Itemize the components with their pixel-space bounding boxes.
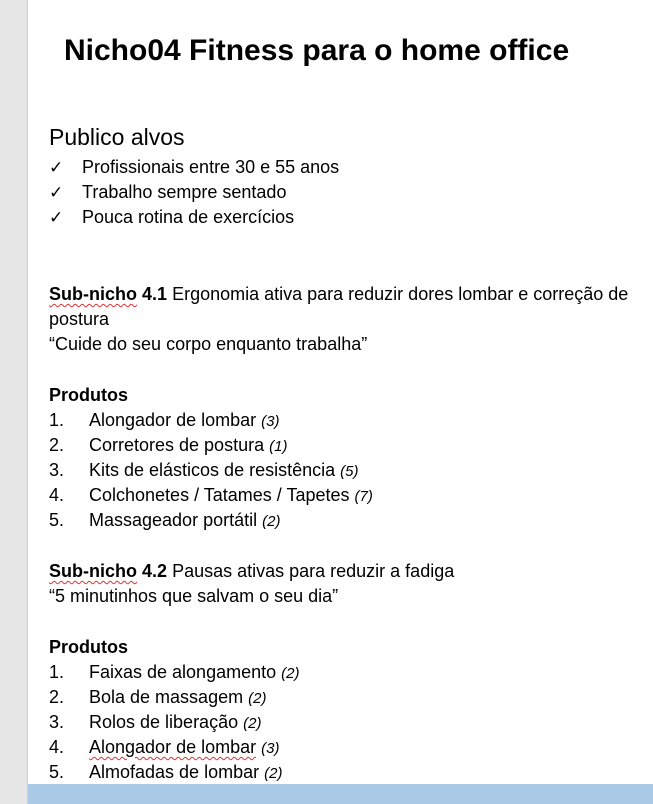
list-number: 2. <box>49 687 65 707</box>
product-name: Kits de elásticos de resistência <box>89 460 336 480</box>
audience-list <box>49 155 339 230</box>
left-gutter <box>0 0 28 804</box>
subniche-slogan: “5 minutinhos que salvam o seu dia” <box>49 586 339 606</box>
list-item <box>49 483 653 508</box>
product-count: (2) <box>281 665 300 682</box>
list-item <box>49 760 653 784</box>
product-name: Corretores de postura <box>89 435 265 455</box>
list-number: 5. <box>49 510 65 530</box>
product-count: (2) <box>248 690 267 707</box>
subniche-label-number: 4.2 <box>142 561 168 581</box>
check-icon: ✓ <box>49 183 64 202</box>
audience-item-text: Trabalho sempre sentado <box>82 182 287 202</box>
subniche-label-word: Sub-nicho <box>49 561 137 581</box>
list-item <box>49 458 653 483</box>
product-name: Faixas de alongamento <box>89 662 277 682</box>
document-title: Nicho04 Fitness para o home office <box>64 34 570 67</box>
product-count: (7) <box>354 488 373 505</box>
product-count: (2) <box>262 513 281 530</box>
audience-heading: Publico alvos <box>49 124 185 150</box>
product-name: Bola de massagem <box>89 687 244 707</box>
document-page[interactable] <box>28 0 653 784</box>
list-item <box>49 660 653 685</box>
subniche-description: Ergonomia ativa para reduzir dores lombar e correção de postura <box>49 284 629 329</box>
subniche-description: Pausas ativas para reduzir a fadiga <box>172 561 455 581</box>
product-count: (2) <box>264 765 283 782</box>
list-item <box>49 508 653 533</box>
list-number: 4. <box>49 485 65 505</box>
subniche-4-1-products <box>49 383 653 533</box>
subniche-4-1-header <box>49 282 653 332</box>
list-number: 1. <box>49 410 65 430</box>
subniche-label-number: 4.1 <box>142 284 168 304</box>
list-item <box>49 155 339 180</box>
subniche-4-2-section <box>49 559 653 609</box>
product-count: (3) <box>261 740 280 757</box>
list-item <box>49 205 339 230</box>
products-list <box>49 408 653 533</box>
check-icon: ✓ <box>49 158 64 177</box>
audience-item-text: Pouca rotina de exercícios <box>82 207 295 227</box>
subniche-4-1-section <box>49 282 653 357</box>
product-count: (2) <box>243 715 262 732</box>
window-bottom-bar <box>28 784 653 804</box>
list-number: 1. <box>49 662 65 682</box>
list-number: 4. <box>49 737 65 757</box>
list-number: 2. <box>49 435 65 455</box>
product-name: Rolos de liberação <box>89 712 239 732</box>
products-label: Produtos <box>49 385 128 405</box>
audience-item-text: Profissionais entre 30 e 55 anos <box>82 157 340 177</box>
product-name: Massageador portátil <box>89 510 258 530</box>
list-number: 5. <box>49 762 65 782</box>
product-name: Almofadas de lombar <box>89 762 260 782</box>
list-number: 3. <box>49 712 65 732</box>
list-item <box>49 710 653 735</box>
list-item <box>49 433 653 458</box>
product-name: Alongador de lombar <box>89 737 257 757</box>
subniche-4-2-header <box>49 559 653 584</box>
list-item <box>49 735 653 760</box>
product-count: (1) <box>269 438 288 455</box>
subniche-label-word: Sub-nicho <box>49 284 137 304</box>
list-item <box>49 180 339 205</box>
subniche-slogan: “Cuide do seu corpo enquanto trabalha” <box>49 334 368 354</box>
product-name: Alongador de lombar <box>89 410 257 430</box>
list-number: 3. <box>49 460 65 480</box>
product-count: (5) <box>340 463 359 480</box>
check-icon: ✓ <box>49 208 64 227</box>
list-item <box>49 685 653 710</box>
list-item <box>49 408 653 433</box>
products-list <box>49 660 653 784</box>
products-label: Produtos <box>49 637 128 657</box>
product-count: (3) <box>261 413 280 430</box>
subniche-4-2-products <box>49 635 653 784</box>
product-name: Colchonetes / Tatames / Tapetes <box>89 485 350 505</box>
